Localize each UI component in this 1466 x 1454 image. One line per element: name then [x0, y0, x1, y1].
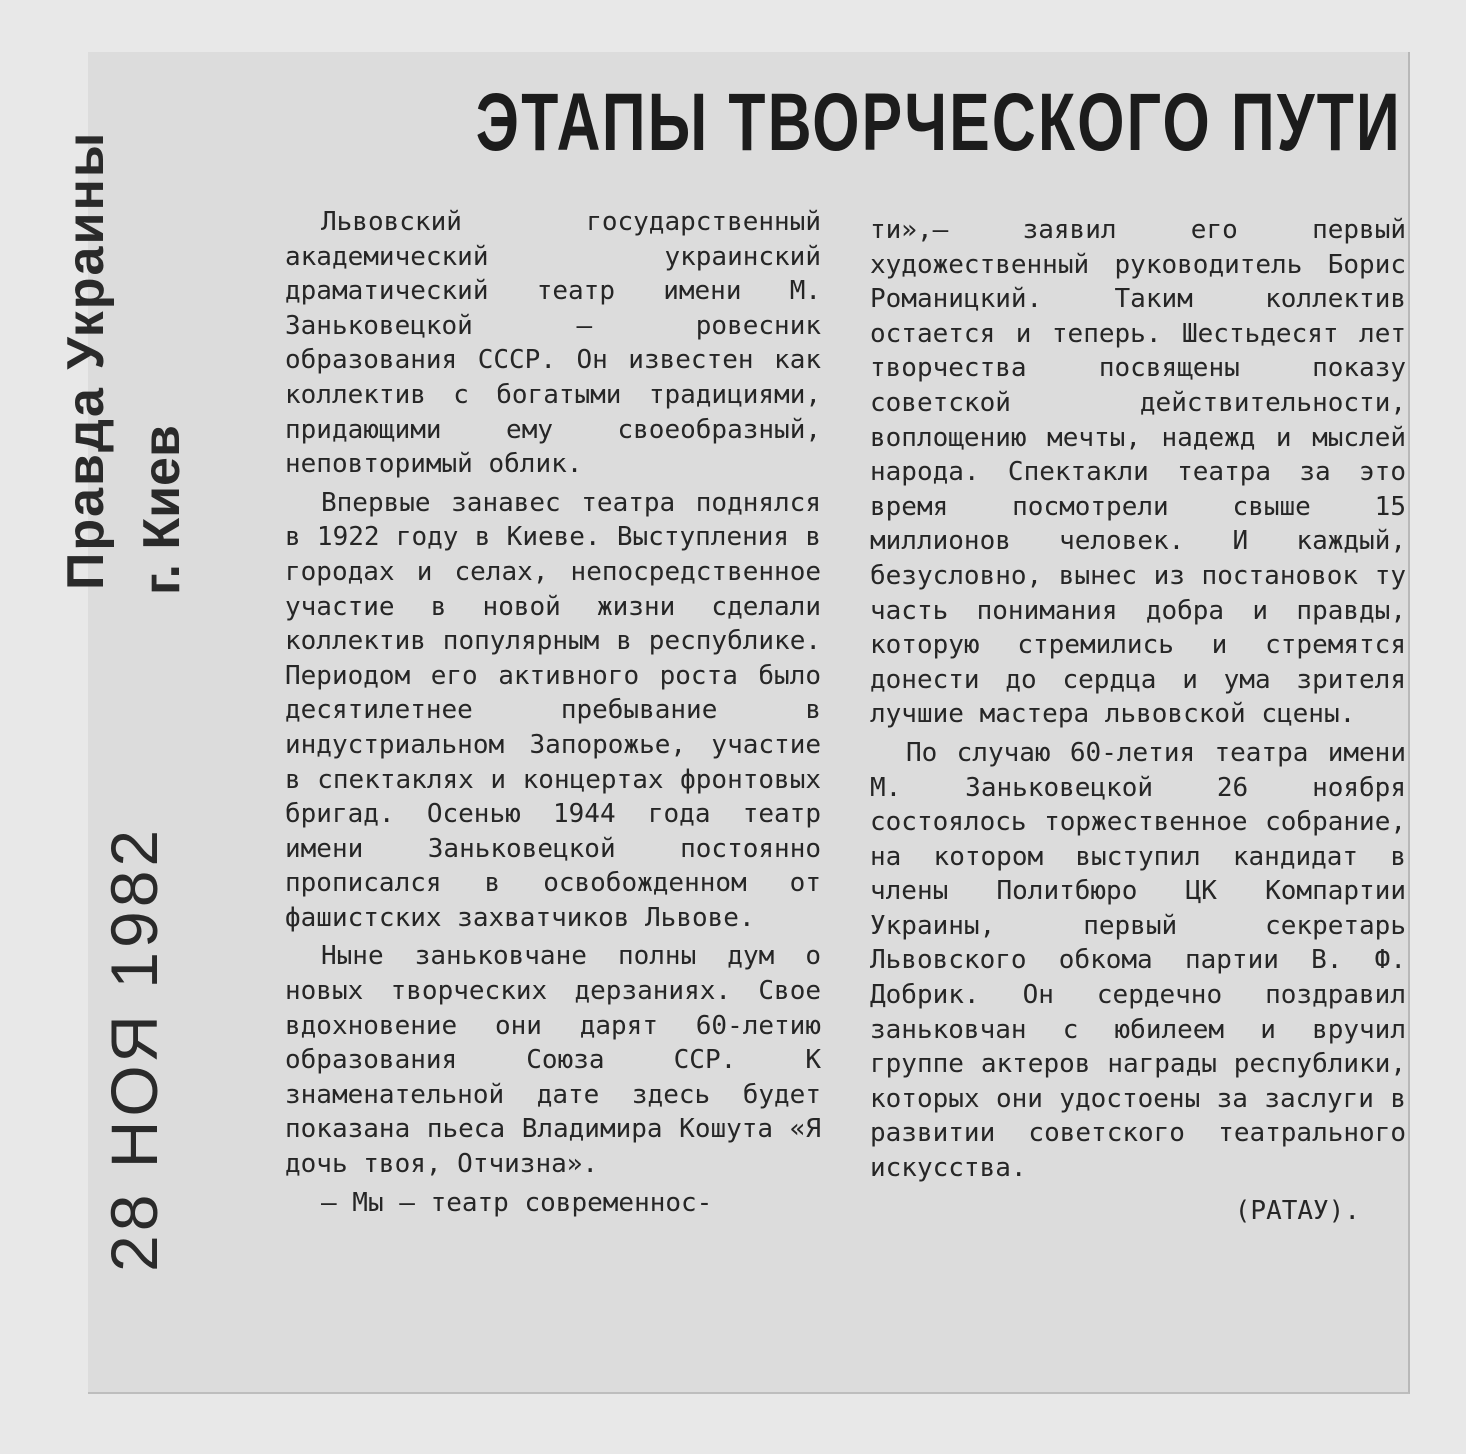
article-headline: ЭТАПЫ ТВОРЧЕСКОГО ПУТИ	[475, 77, 1402, 168]
paragraph-quote-start: — Мы — театр современнос-	[321, 1187, 713, 1218]
news-agency-credit: (РАТАУ).	[1234, 1195, 1360, 1226]
paragraph-quote-end: ти»,— заявил его первый художественный руководитель Борис Романицкий. Таким коллектив остается и теперь. Шестьдесят лет творчества посвящены показу советской действительности, воплощению мечты, надежд и мыслей народа. Спектакли театра за это время посмотрели свыше 15 миллионов человек. И каждый, безусловно, вынес из постановок ту часть понимания добра и правды, которую стремились и стремятся донести до сердца и ума зрителя лучшие мастера львовской сцены.	[870, 215, 1406, 730]
article-column-right	[870, 213, 1406, 1228]
paragraph-celebration: По случаю 60-летия театра имени М. Заньковецкой 26 ноября состоялось торжественное собрание, на котором выступил кандидат в члены Политбюро ЦК Компартии Украины, первый секретарь Львовского обкома партии В. Ф. Добрик. Он сердечно поздравил заньковчан с юбилеем и вручил группе актеров награды республики, которых они удостоены за заслуги в развитии советского театрального искусства.	[870, 737, 1406, 1184]
article-column-left	[285, 205, 821, 1220]
archive-stamp-source: Правда Украины	[57, 130, 115, 590]
paragraph-plans: Ныне заньковчане полны дум о новых творческих дерзаниях. Свое вдохновение они дарят 60-летию образования Союза ССР. К знаменательной дате здесь будет показана пьеса Владимира Кошута «Я дочь твоя, Отчизна».	[285, 941, 821, 1180]
newspaper-clipping	[88, 52, 1410, 1394]
archive-stamp-date: 28 НОЯ 1982	[97, 825, 171, 1272]
paragraph-intro: Львовский государственный академический украинский драматический театр имени М. Заньковецкой — ровесник образования СССР. Он известен как коллектив с богатыми традициями, придающими ему своеобразный, неповторимый облик.	[285, 207, 821, 480]
archive-stamp-city: г. Киев	[133, 425, 191, 595]
paragraph-history: Впервые занавес театра поднялся в 1922 году в Киеве. Выступления в городах и селах, непосредственное участие в новой жизни сделали коллектив популярным в республике. Периодом его активного роста было десятилетнее пребывание в индустриальном Запорожье, участие в спектаклях и концертах фронтовых бригад. Осенью 1944 года театр имени Заньковецкой постоянно прописался в освобожденном от фашистских захватчиков Львове.	[285, 487, 821, 933]
